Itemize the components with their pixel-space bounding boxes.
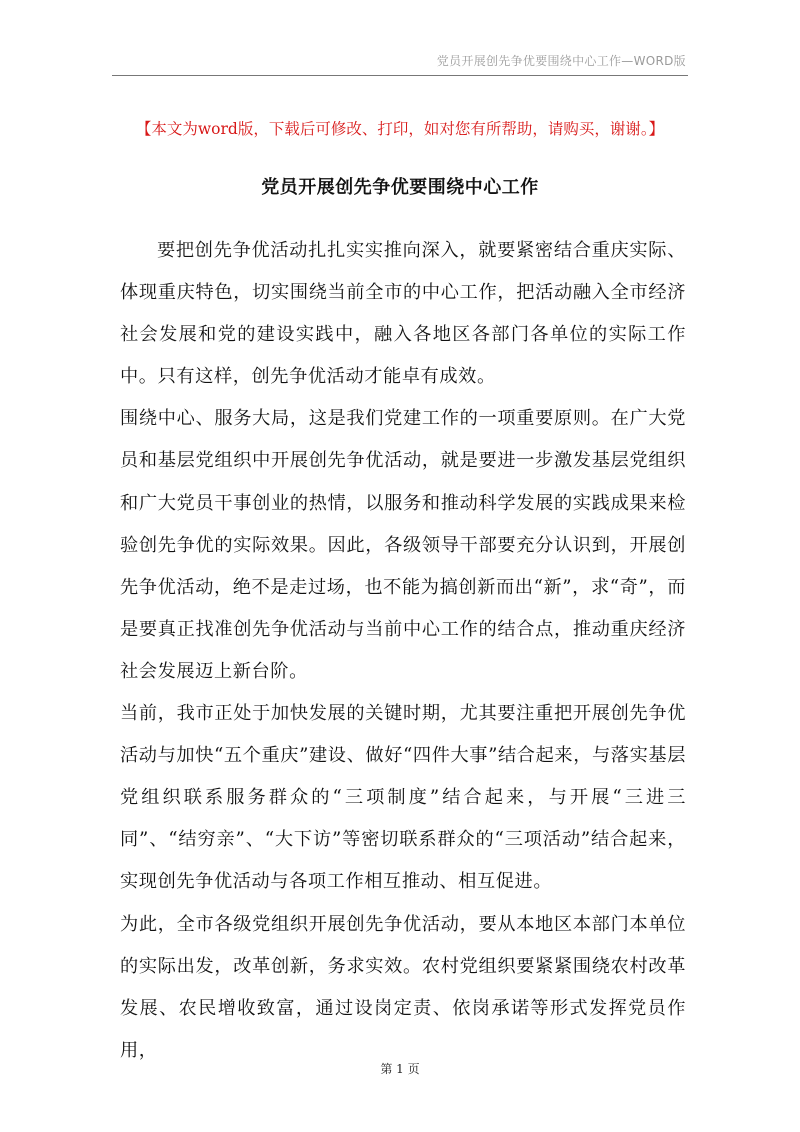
paragraph-4: 为此，全市各级党组织开展创先争优活动，要从本地区本部门本单位的实际出发，改革创新，务求实效。农村党组织要紧紧围绕农村改革发展、农民增收致富，通过设岗定责、依岗承诺等形式发挥党员作用， bbox=[120, 913, 686, 1061]
document-body bbox=[120, 230, 686, 1072]
page-number: 第 1 页 bbox=[380, 1062, 420, 1076]
running-header: 党员开展创先争优要围绕中心工作—WORD版 bbox=[436, 54, 686, 68]
header-rule bbox=[112, 75, 688, 76]
paragraph-3: 当前，我市正处于加快发展的关键时期，尤其要注重把开展创先争优活动与加快“五个重庆”建设、做好“四件大事”结合起来，与落实基层党组织联系服务群众的“三项制度”结合起来，与开展“三进三同”、“结穷亲”、“大下访”等密切联系群众的“三项活动”结合起来，实现创先争优活动与各项工作相互推动、相互促进。 bbox=[120, 703, 686, 893]
download-notice: 【本文为word版，下载后可修改、打印，如对您有所帮助，请购买，谢谢。】 bbox=[135, 120, 665, 138]
paragraph-1: 要把创先争优活动扎扎实实推向深入，就要紧密结合重庆实际、体现重庆特色，切实围绕当前全市的中心工作，把活动融入全市经济社会发展和党的建设实践中，融入各地区各部门各单位的实际工作中。只有这样，创先争优活动才能卓有成效。 bbox=[120, 240, 686, 388]
document-title: 党员开展创先争优要围绕中心工作 bbox=[261, 177, 539, 198]
paragraph-2: 围绕中心、服务大局，这是我们党建工作的一项重要原则。在广大党员和基层党组织中开展创先争优活动，就是要进一步激发基层党组织和广大党员干事创业的热情，以服务和推动科学发展的实践成果来检验创先争优的实际效果。因此，各级领导干部要充分认识到，开展创先争优活动，绝不是走过场，也不能为搞创新而出“新”，求“奇”，而是要真正找准创先争优活动与当前中心工作的结合点，推动重庆经济社会发展迈上新台阶。 bbox=[120, 408, 686, 682]
